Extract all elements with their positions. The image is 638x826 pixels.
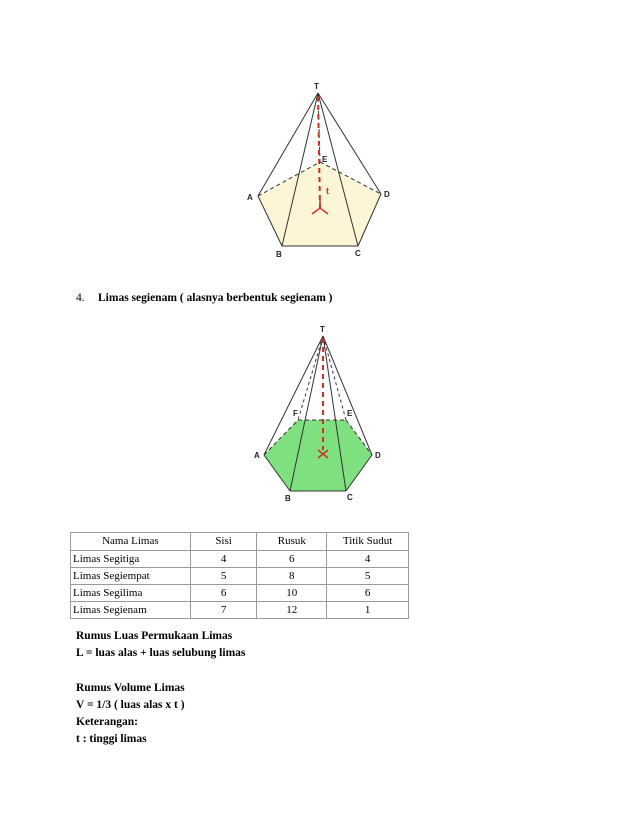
table-row bbox=[71, 585, 409, 602]
header-rusuk: Rusuk bbox=[257, 533, 327, 551]
label-height-t: t bbox=[326, 186, 329, 196]
section-title: Limas segienam ( alasnya berbentuk segienam ) bbox=[98, 292, 333, 304]
label-f: F bbox=[293, 409, 298, 418]
label-t: T bbox=[320, 325, 325, 334]
label-d: D bbox=[384, 190, 390, 199]
t-description: t : tinggi limas bbox=[76, 733, 147, 745]
cell-titik-sudut: 4 bbox=[327, 551, 409, 568]
label-c: C bbox=[347, 493, 353, 502]
label-e: E bbox=[347, 409, 353, 418]
table-row bbox=[71, 551, 409, 568]
section-number: 4. bbox=[76, 292, 85, 304]
label-t: T bbox=[314, 82, 319, 91]
cell-sisi: 5 bbox=[190, 568, 257, 585]
cell-nama: Limas Segiempat bbox=[71, 568, 191, 585]
luas-title: Rumus Luas Permukaan Limas bbox=[76, 630, 233, 642]
cell-rusuk: 10 bbox=[257, 585, 327, 602]
keterangan-label: Keterangan: bbox=[76, 716, 138, 728]
volume-formula: V = 1/3 ( luas alas x t ) bbox=[76, 699, 185, 711]
label-b: B bbox=[285, 494, 291, 503]
label-b: B bbox=[276, 250, 282, 259]
table-row bbox=[71, 568, 409, 585]
cell-titik-sudut: 6 bbox=[327, 585, 409, 602]
cell-nama: Limas Segilima bbox=[71, 585, 191, 602]
volume-title: Rumus Volume Limas bbox=[76, 682, 185, 694]
cell-titik-sudut: 1 bbox=[327, 602, 409, 619]
luas-formula: L = luas alas + luas selubung limas bbox=[76, 647, 246, 659]
cell-rusuk: 6 bbox=[257, 551, 327, 568]
table-row bbox=[71, 602, 409, 619]
section-4-heading bbox=[76, 292, 332, 304]
table-header-row bbox=[71, 533, 409, 551]
label-a: A bbox=[247, 193, 253, 202]
label-a: A bbox=[254, 451, 260, 460]
label-d: D bbox=[375, 451, 381, 460]
cell-sisi: 4 bbox=[190, 551, 257, 568]
hidden-edge-te bbox=[323, 336, 346, 420]
pentagonal-pyramid-figure bbox=[238, 76, 404, 262]
header-nama-limas: Nama Limas bbox=[71, 533, 191, 551]
cell-nama: Limas Segienam bbox=[71, 602, 191, 619]
cell-titik-sudut: 5 bbox=[327, 568, 409, 585]
header-sisi: Sisi bbox=[190, 533, 257, 551]
cell-rusuk: 12 bbox=[257, 602, 327, 619]
hexagonal-pyramid-figure bbox=[250, 322, 392, 508]
hexagon-base-fill bbox=[264, 420, 372, 491]
cell-nama: Limas Segitiga bbox=[71, 551, 191, 568]
cell-rusuk: 8 bbox=[257, 568, 327, 585]
header-titik-sudut: Titik Sudut bbox=[327, 533, 409, 551]
cell-sisi: 7 bbox=[190, 602, 257, 619]
cell-sisi: 6 bbox=[190, 585, 257, 602]
label-c: C bbox=[355, 249, 361, 258]
label-e: E bbox=[322, 155, 328, 164]
pyramid-properties-table bbox=[70, 532, 409, 619]
